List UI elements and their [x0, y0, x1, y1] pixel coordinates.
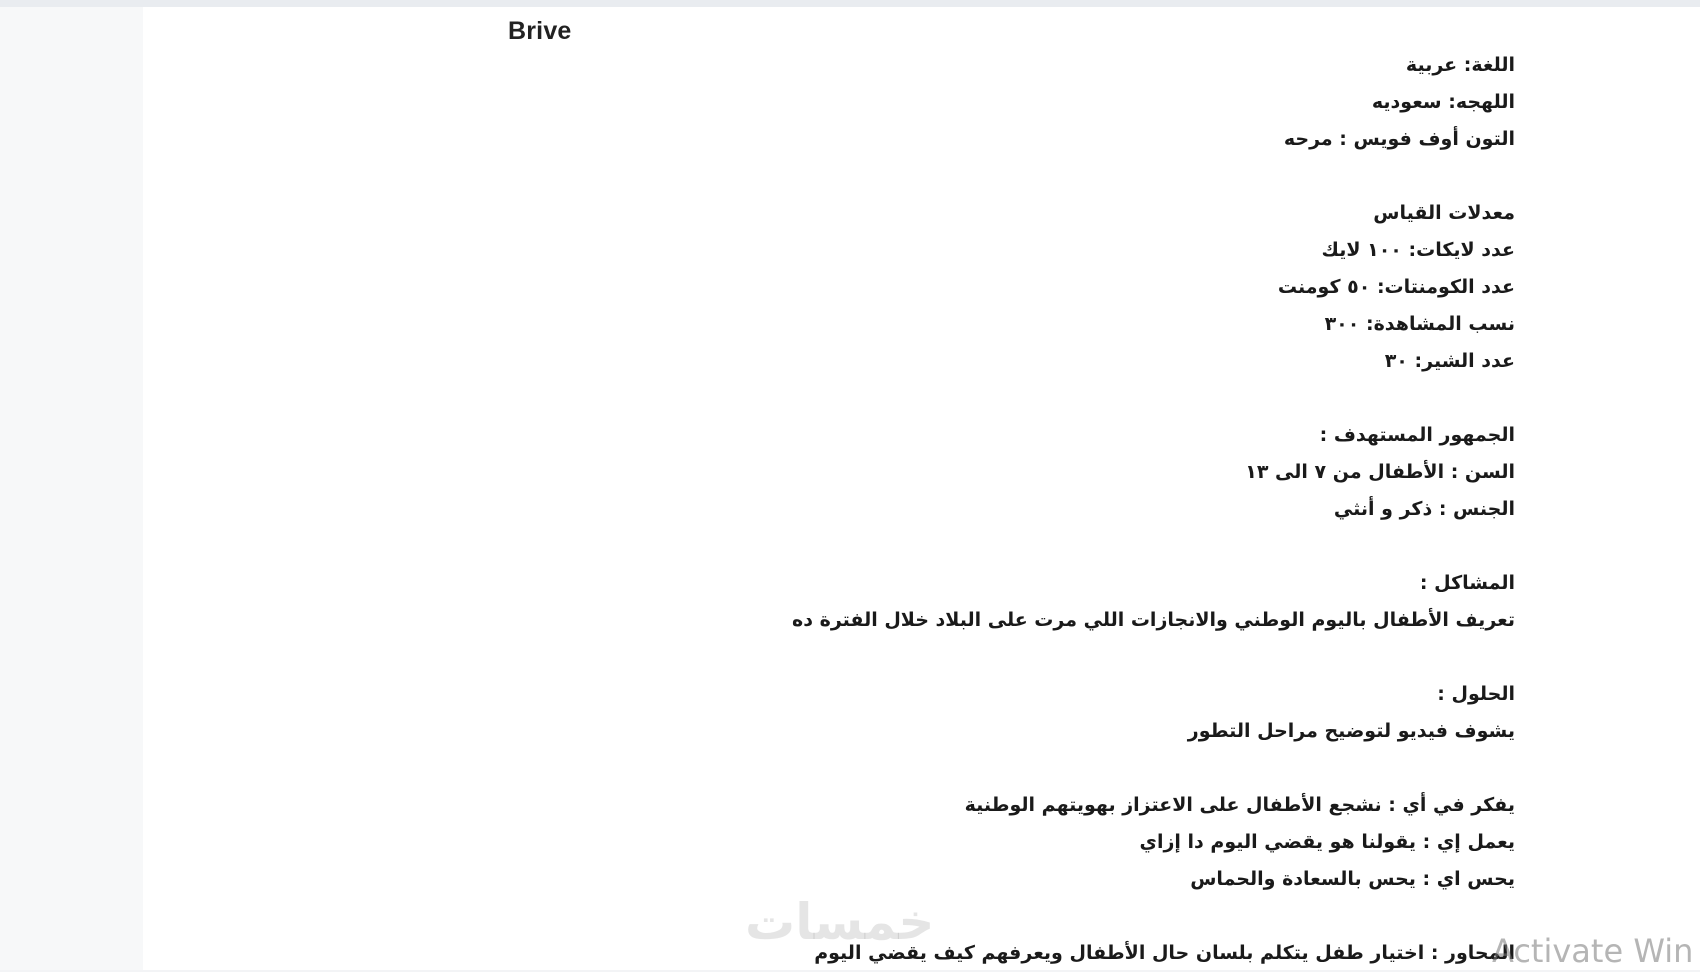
blank-line — [615, 380, 1515, 417]
solutions-heading: الحلول : — [1437, 683, 1515, 705]
solutions-text: يشوف فيديو لتوضيح مراحل التطور — [1187, 720, 1515, 742]
comments-line: عدد الكومنتات: ٥٠ كومنت — [1277, 276, 1515, 298]
left-gutter — [0, 7, 143, 970]
views-line: نسب المشاهدة: ٣٠٠ — [1324, 313, 1515, 335]
problems-heading: المشاكل : — [1419, 572, 1515, 594]
language-line: اللغة: عربية — [1405, 54, 1515, 76]
top-bar — [0, 0, 1700, 7]
problems-text: تعريف الأطفال باليوم الوطني والانجازات اللي مرت على البلاد خلال الفترة ده — [792, 609, 1515, 631]
shares-line: عدد الشير: ٣٠ — [1384, 350, 1515, 372]
site-logo-watermark: خمسات — [745, 893, 935, 951]
dialect-line: اللهجه: سعوديه — [1371, 91, 1515, 113]
tone-of-voice-line: التون أوف فويس : مرحه — [1283, 128, 1515, 150]
likes-line: عدد لايكات: ١٠٠ لايك — [1321, 239, 1515, 261]
document-heading: Brive — [508, 17, 572, 45]
target-audience-heading: الجمهور المستهدف : — [1319, 424, 1515, 446]
windows-activation-watermark: Activate Win — [1492, 932, 1694, 970]
document-page — [143, 7, 1700, 970]
think-line: يفكر في أي : نشجع الأطفال على الاعتزاز بهويتهم الوطنية — [964, 794, 1515, 816]
themes-line: المحاور : اختيار طفل يتكلم بلسان حال الأطفال ويعرفهم كيف يقضي اليوم — [814, 942, 1515, 964]
age-line: السن : الأطفال من ٧ الى ١٣ — [1245, 461, 1515, 483]
blank-line — [615, 528, 1515, 565]
blank-line — [615, 639, 1515, 676]
blank-line — [615, 158, 1515, 195]
feel-line: يحس اي : يحس بالسعادة والحماس — [1190, 868, 1515, 890]
do-line: يعمل إي : يقولنا هو يقضي اليوم دا إزاي — [1139, 831, 1515, 853]
document-body — [615, 47, 1515, 972]
gender-line: الجنس : ذكر و أنثي — [1333, 498, 1515, 520]
blank-line — [615, 750, 1515, 787]
metrics-heading: معدلات القياس — [1373, 202, 1515, 224]
